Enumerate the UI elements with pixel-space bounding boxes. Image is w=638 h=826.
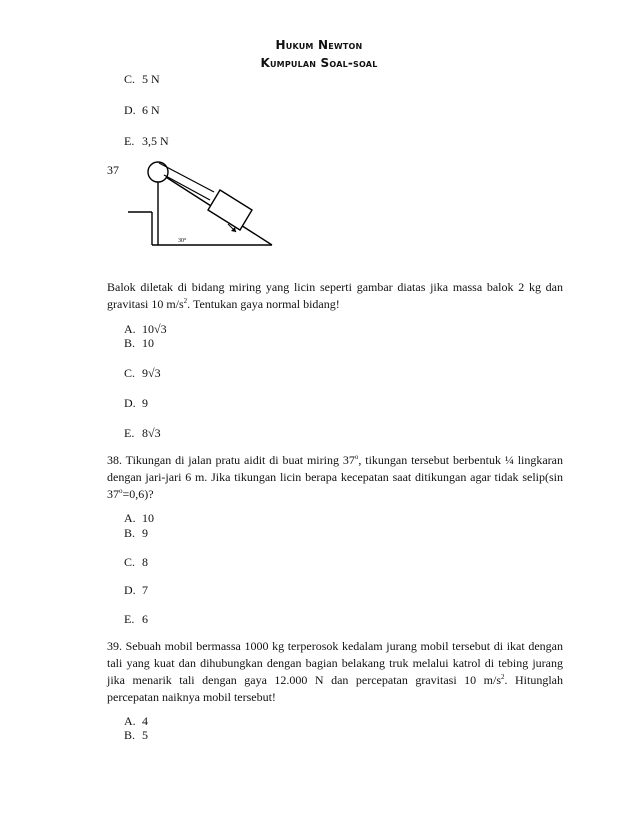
- option-text: 9: [142, 396, 148, 410]
- option-text: 8: [142, 555, 148, 569]
- incline-diagram: [128, 156, 278, 252]
- superscript: o: [119, 487, 123, 495]
- superscript: 2: [501, 673, 505, 681]
- option-b: [124, 728, 148, 742]
- block-shape: [208, 190, 252, 230]
- option-e: [124, 134, 169, 148]
- option-letter: C.: [124, 72, 136, 86]
- rope-line: [164, 175, 210, 200]
- option-text: 9: [142, 526, 148, 540]
- option-text: 5: [142, 728, 148, 742]
- question-text-part: =0,6)?: [122, 487, 154, 501]
- option-a: [124, 714, 148, 728]
- option-text: 5 N: [142, 72, 160, 86]
- option-a: [124, 511, 154, 525]
- option-letter: D.: [124, 396, 136, 410]
- option-d: [124, 396, 148, 410]
- option-c: [124, 366, 161, 380]
- question-text-part: . Tentukan gaya normal bidang!: [187, 297, 340, 311]
- option-c: [124, 72, 160, 86]
- header-subtitle: Kumpulan Soal-soal: [260, 56, 378, 70]
- question-37-text: [107, 279, 563, 313]
- question-39-text: [107, 638, 563, 706]
- option-c: [124, 555, 148, 569]
- option-text: 9√3: [142, 366, 161, 380]
- option-e: [124, 612, 148, 626]
- option-text: 10: [142, 336, 154, 350]
- angle-label: 30°: [178, 238, 187, 244]
- option-text: 8√3: [142, 426, 161, 440]
- option-b: [124, 526, 148, 540]
- question-38-text: [107, 452, 563, 503]
- question-number: 37: [107, 163, 119, 177]
- question-text-part: 39. Sebuah mobil bermassa 1000 kg terperosok kedalam jurang mobil tersebut di ikat dengan tali yang kuat dan dihubungkan dengan bagian belakang truk melalui katrol di tebing jurang jika menarik tali dengan gaya 12.000 N dan percepatan gravitasi 10 m/s: [107, 639, 563, 687]
- question-text-part: Balok diletak di bidang miring yang licin seperti gambar diatas jika massa balok 2 kg dan gravitasi 10 m/s: [107, 280, 563, 311]
- option-letter: B.: [124, 336, 136, 350]
- option-text: 7: [142, 583, 148, 597]
- option-letter: B.: [124, 728, 136, 742]
- option-letter: C.: [124, 555, 136, 569]
- option-text: 4: [142, 714, 148, 728]
- option-letter: E.: [124, 612, 135, 626]
- option-letter: E.: [124, 426, 135, 440]
- option-letter: C.: [124, 366, 136, 380]
- superscript: 2: [183, 297, 188, 305]
- option-letter: A.: [124, 322, 136, 336]
- option-text: 6 N: [142, 103, 160, 117]
- option-b: [124, 336, 154, 350]
- option-text: 6: [142, 612, 148, 626]
- option-d: [124, 583, 148, 597]
- pulley-icon: [148, 162, 168, 182]
- option-text: 10: [142, 511, 154, 525]
- option-letter: A.: [124, 511, 136, 525]
- option-a: [124, 322, 167, 336]
- question-text-part: 38. Tikungan di jalan pratu aidit di buat miring 37: [107, 453, 355, 467]
- option-text: 10√3: [142, 322, 167, 336]
- question-text-part: . Hitunglah percepatan naiknya mobil tersebut!: [107, 673, 563, 704]
- option-text: 3,5 N: [142, 134, 169, 148]
- option-d: [124, 103, 160, 117]
- option-letter: D.: [124, 583, 136, 597]
- option-letter: A.: [124, 714, 136, 728]
- option-letter: D.: [124, 103, 136, 117]
- question-text-part: , tikungan tersebut berbentuk ¼ lingkaran dengan jari-jari 6 m. Jika tikungan licin berapa kecepatan saat ditikungan agar tidak selip(sin 37: [107, 453, 564, 501]
- header-title: Hukum Newton: [275, 38, 363, 52]
- option-letter: B.: [124, 526, 136, 540]
- option-letter: E.: [124, 134, 135, 148]
- superscript: o: [354, 453, 359, 461]
- option-e: [124, 426, 161, 440]
